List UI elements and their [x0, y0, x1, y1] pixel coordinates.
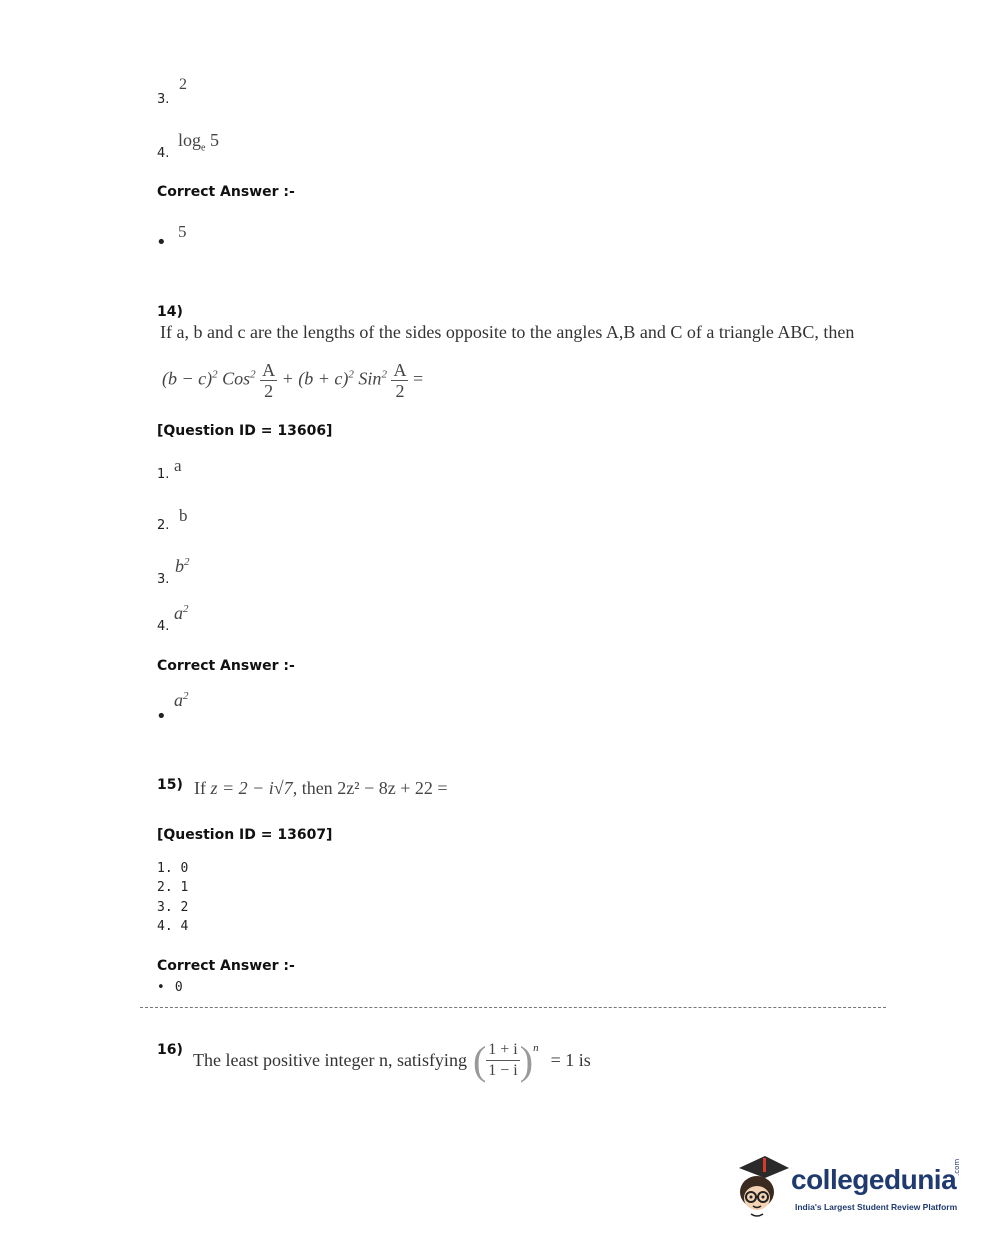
formula-exp-2: 2	[250, 368, 256, 381]
frac-2-den: 2	[395, 381, 405, 401]
q15-option-4: 4. 4	[157, 919, 189, 934]
q14-text: If a, b and c are the lengths of the sides opposite to the angles A,B and C of a triangle ABC, then	[160, 322, 855, 342]
formula-left: (b − c)	[162, 368, 213, 389]
q13-correct-bullet: •	[156, 232, 167, 253]
log-arg: 5	[209, 130, 219, 150]
q14-option-3-value	[175, 556, 190, 577]
frac-1-num: A	[262, 360, 276, 380]
q13-option-4-number: 4.	[157, 146, 170, 161]
q14-correct-bullet: •	[156, 706, 167, 727]
q16-paren-right: )	[519, 1037, 534, 1083]
a-exp: 2	[183, 603, 189, 615]
logo-brand: collegedunia	[791, 1164, 957, 1195]
b-exp: 2	[184, 556, 190, 568]
q13-option-3-value: 2	[179, 76, 187, 93]
q14-option-4-value	[174, 603, 189, 624]
q16-frac-num: 1 + i	[486, 1040, 519, 1061]
q13-correct-label: Correct Answer :-	[157, 184, 295, 200]
q16-text: The least positive integer n, satisfying	[193, 1050, 467, 1070]
q15-correct-value: 0	[174, 980, 183, 995]
formula-frac-2	[391, 360, 408, 401]
q16-paren-left: (	[472, 1037, 487, 1083]
q16-text-row	[193, 1037, 591, 1083]
q15-option-3: 3. 2	[157, 900, 189, 915]
formula-exp-4: 2	[381, 368, 387, 381]
q16-fraction	[486, 1040, 519, 1081]
q15-expr: 2z² − 8z + 22 =	[337, 778, 448, 798]
q15-if: If	[194, 778, 206, 798]
q15-z-def: z = 2 − i√7	[210, 778, 293, 798]
q15-option-1: 1. 0	[157, 861, 189, 876]
q16-exp: n	[533, 1042, 539, 1054]
q15-then: , then	[292, 778, 333, 798]
b-base: b	[175, 556, 184, 576]
correct-base: a	[174, 690, 183, 710]
q14-formula	[162, 360, 423, 401]
formula-exp-1: 2	[212, 368, 218, 381]
formula-equals: =	[412, 368, 424, 389]
formula-sin: Sin	[358, 368, 382, 389]
question-divider	[140, 1007, 886, 1008]
mascot-icon	[733, 1154, 791, 1220]
formula-mid: + (b + c)	[281, 368, 349, 389]
q14-option-3-number: 3.	[157, 572, 170, 587]
q15-correct-row	[157, 980, 183, 995]
q15-correct-label: Correct Answer :-	[157, 958, 295, 974]
q16-tail: = 1 is	[550, 1050, 591, 1070]
a-base: a	[174, 603, 183, 623]
q14-option-1-number: 1.	[157, 467, 170, 482]
q14-correct-label: Correct Answer :-	[157, 658, 295, 674]
q14-option-4-number: 4.	[157, 619, 170, 634]
log-base: e	[201, 142, 206, 154]
correct-exp: 2	[183, 690, 189, 702]
q14-question-id: [Question ID = 13606]	[157, 423, 333, 439]
frac-2-num: A	[393, 360, 407, 380]
q15-option-2: 2. 1	[157, 880, 189, 895]
collegedunia-logo	[733, 1154, 963, 1224]
q15-question-id: [Question ID = 13607]	[157, 827, 333, 843]
q14-option-2-number: 2.	[157, 518, 170, 533]
logo-suffix: .com	[953, 1158, 961, 1176]
q16-number: 16)	[157, 1042, 183, 1058]
q13-option-4-value	[178, 130, 219, 154]
frac-1-den: 2	[264, 381, 274, 401]
logo-tagline: India's Largest Student Review Platform	[795, 1202, 958, 1212]
q14-number: 14)	[157, 304, 183, 320]
formula-cos: Cos	[222, 368, 251, 389]
q14-correct-value	[174, 690, 189, 711]
q14-option-2-value: b	[179, 506, 188, 525]
q15-text	[194, 778, 448, 799]
formula-exp-3: 2	[348, 368, 354, 381]
q13-option-3-number: 3.	[157, 92, 170, 107]
q16-frac-den: 1 − i	[488, 1062, 518, 1079]
formula-frac-1	[260, 360, 277, 401]
q15-correct-bullet: •	[157, 980, 165, 995]
q14-option-1-value: a	[174, 456, 182, 475]
log-text: log	[178, 130, 202, 150]
q13-correct-value: 5	[178, 222, 187, 241]
q15-number: 15)	[157, 777, 183, 793]
